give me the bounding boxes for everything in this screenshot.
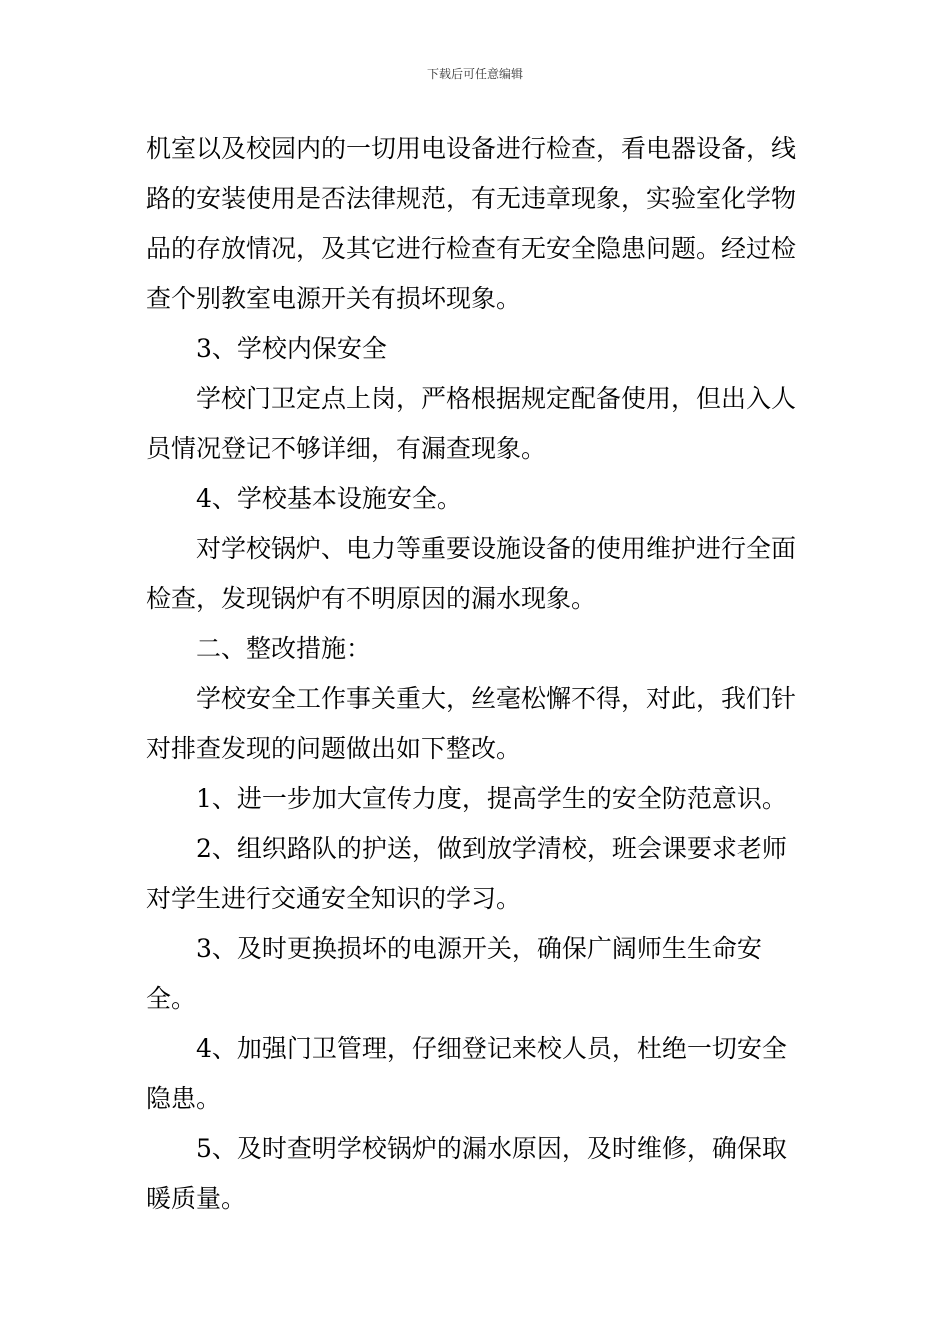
paragraph-continued: 机室以及校园内的一切用电设备进行检查，看电器设备，线路的安装使用是否法律规范，有无违章现象，实验室化学物品的存放情况，及其它进行检查有无安全隐患问题。经过检查个别教室电源开关有损坏现象。 <box>146 134 797 313</box>
list-item-2: 2、组织路队的护送，做到放学清校，班会课要求老师对学生进行交通安全知识的学习。 <box>146 834 787 913</box>
page-header-note: 下载后可任意编辑 <box>426 67 523 81</box>
list-item-5: 5、及时查明学校锅炉的漏水原因，及时维修，确保取暖质量。 <box>146 1134 787 1213</box>
section-heading-internal-security: 3、学校内保安全 <box>196 334 387 363</box>
section-heading-facilities: 4、学校基本设施安全。 <box>196 484 462 513</box>
list-item-4: 4、加强门卫管理，仔细登记来校人员，杜绝一切安全隐患。 <box>146 1034 787 1113</box>
list-item-3: 3、及时更换损坏的电源开关，确保广阔师生生命安全。 <box>146 934 762 1013</box>
paragraph-facilities: 对学校锅炉、电力等重要设施设备的使用维护进行全面检查，发现锅炉有不明原因的漏水现象。 <box>146 534 797 613</box>
document-body <box>146 124 810 1224</box>
paragraph-rectification-intro: 学校安全工作事关重大，丝毫松懈不得，对此，我们针对排查发现的问题做出如下整改。 <box>146 684 797 763</box>
section-heading-rectification: 二、整改措施： <box>196 634 372 663</box>
paragraph-guard: 学校门卫定点上岗，严格根据规定配备使用，但出入人员情况登记不够详细，有漏查现象。 <box>146 384 797 463</box>
list-item-1: 1、进一步加大宣传力度，提高学生的安全防范意识。 <box>196 784 787 813</box>
